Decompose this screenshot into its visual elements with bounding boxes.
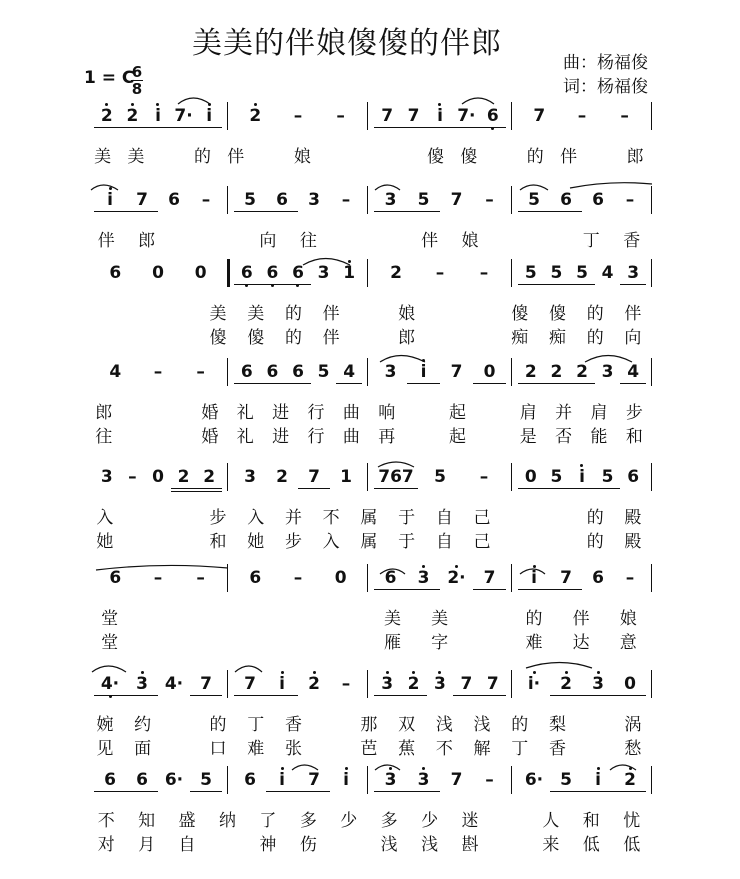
note: 5 <box>518 263 544 283</box>
note: 6 <box>234 263 260 283</box>
lyric-syllable: 婚 <box>201 403 219 423</box>
note: – <box>485 770 494 790</box>
lyric-syllable: 斟 <box>461 835 479 855</box>
lyric-syllable: 美 <box>247 304 265 324</box>
lyric-syllable: 和 <box>582 811 600 831</box>
time-signature-numerator: 6 <box>131 63 143 81</box>
note: i <box>569 467 595 487</box>
note: 6 <box>592 568 604 588</box>
lyric-syllable: 礼 <box>236 403 254 423</box>
lyric-syllable: 少 <box>421 811 439 831</box>
note: – <box>293 568 303 588</box>
lyric-syllable: 低 <box>623 835 641 855</box>
lyric-syllable: 否 <box>555 427 573 447</box>
lyric-syllable: 知 <box>138 811 156 831</box>
lyric-syllable: 自 <box>435 508 453 528</box>
note: i <box>266 770 298 790</box>
slur <box>585 356 632 363</box>
lyric-syllable: 傻 <box>426 147 444 167</box>
note: 6· <box>164 770 184 790</box>
lyric-syllable: 盛 <box>178 811 196 831</box>
lyric-syllable: 娘 <box>398 304 416 324</box>
lyric-syllable: 纳 <box>218 811 236 831</box>
lyric-syllable: 了 <box>259 811 277 831</box>
note: 5 <box>407 190 440 210</box>
lyric-syllable: 少 <box>340 811 358 831</box>
lyric-syllable: 解 <box>473 739 491 759</box>
slur <box>520 185 548 190</box>
note: 7 <box>450 190 463 210</box>
lyric-syllable: 并 <box>555 403 573 423</box>
slur <box>375 765 400 770</box>
lyric-syllable: 伴 <box>322 304 340 324</box>
lyric-syllable: 入 <box>247 508 265 528</box>
lyric-syllable: 字 <box>431 633 449 653</box>
note: 4 <box>620 362 646 382</box>
lyric-syllable: 美 <box>94 147 112 167</box>
note: 5 <box>190 770 222 790</box>
slur <box>378 462 414 467</box>
lyric-syllable: 入 <box>322 532 340 552</box>
note: 6 <box>126 770 158 790</box>
slur <box>380 356 425 363</box>
lyric-syllable: 梨 <box>548 715 566 735</box>
note: 7 <box>298 770 330 790</box>
lyric-syllable: 傻 <box>460 147 478 167</box>
lyric-syllable: 人 <box>542 811 560 831</box>
note: 5 <box>569 263 595 283</box>
note: i <box>330 770 362 790</box>
slur <box>380 569 405 574</box>
note: 2 <box>400 674 426 694</box>
lyric-syllable: 的 <box>284 304 302 324</box>
slur <box>178 98 210 104</box>
lyric-syllable: 香 <box>284 715 302 735</box>
note: 2 <box>390 263 402 283</box>
slur <box>303 259 350 266</box>
note: i <box>145 106 171 126</box>
lyric-syllable: 自 <box>435 532 453 552</box>
slur <box>92 666 126 672</box>
lyric-syllable: 伴 <box>560 147 578 167</box>
lyric-syllable: 郎 <box>626 147 644 167</box>
note: 6 <box>260 362 286 382</box>
lyric-syllable: 伴 <box>97 231 115 251</box>
lyric-syllable: 傻 <box>209 328 227 348</box>
note: 7 <box>126 190 158 210</box>
lyric-syllable: 难 <box>247 739 265 759</box>
note: 3 <box>244 467 256 487</box>
note: 2 <box>171 467 197 487</box>
lyric-syllable: 伴 <box>624 304 642 324</box>
note: 1 <box>340 467 352 487</box>
note: 767 <box>374 467 418 487</box>
note: 0 <box>194 263 207 283</box>
lyric-syllable: 往 <box>95 427 113 447</box>
note: – <box>479 263 489 283</box>
lyric-syllable: 的 <box>193 147 211 167</box>
lyric-syllable: 步 <box>209 508 227 528</box>
lyric-syllable: 起 <box>448 403 466 423</box>
lyric-syllable: 蕉 <box>398 739 416 759</box>
note: 2 <box>234 106 277 126</box>
note: i· <box>518 674 550 694</box>
slur <box>462 98 494 104</box>
lyric-syllable: 不 <box>97 811 115 831</box>
lyric-syllable: 浅 <box>435 715 453 735</box>
slur <box>375 185 400 190</box>
note: 4 <box>336 362 362 382</box>
lyric-syllable: 香 <box>623 231 641 251</box>
note: 7 <box>533 106 546 126</box>
note: 7 <box>550 568 582 588</box>
lyric-syllable: 神 <box>259 835 277 855</box>
lyric-syllable: 来 <box>542 835 560 855</box>
lyric-syllable: 己 <box>473 508 491 528</box>
lyric-syllable: 伤 <box>299 835 317 855</box>
note: i <box>582 770 614 790</box>
lyric-syllable: 浅 <box>421 835 439 855</box>
note: 3 <box>317 263 330 283</box>
lyric-syllable: 响 <box>378 403 396 423</box>
lyric-syllable: 的 <box>586 304 604 324</box>
note: – <box>196 568 205 588</box>
lyric-syllable: 约 <box>134 715 152 735</box>
note: 2 <box>544 362 570 382</box>
note: 4 <box>601 263 614 283</box>
lyric-syllable: 双 <box>398 715 416 735</box>
note: 5 <box>544 467 570 487</box>
note: 5 <box>234 190 266 210</box>
note: 0 <box>152 467 164 487</box>
lyric-syllable: 娘 <box>461 231 479 251</box>
lyric-syllable: 和 <box>209 532 227 552</box>
note: 6 <box>109 568 122 588</box>
note: 6 <box>94 770 126 790</box>
song-title: 美美的伴娘傻傻的伴郎 <box>192 26 502 61</box>
lyric-syllable: 多 <box>299 811 317 831</box>
lyric-syllable: 娘 <box>619 609 637 629</box>
note: 5 <box>595 467 621 487</box>
lyric-syllable: 的 <box>284 328 302 348</box>
lyric-syllable: 忧 <box>623 811 641 831</box>
note: 6 <box>168 190 180 210</box>
note: 3 <box>374 190 407 210</box>
tie <box>96 565 228 570</box>
note: 7 <box>234 674 266 694</box>
note: 0 <box>614 674 646 694</box>
note: – <box>479 467 489 487</box>
note: 0 <box>334 568 347 588</box>
lyric-syllable: 己 <box>473 532 491 552</box>
note: – <box>153 568 163 588</box>
lyric-syllable: 她 <box>96 532 114 552</box>
note: 7 <box>190 674 222 694</box>
note: 2 <box>196 467 222 487</box>
lyric-syllable: 郎 <box>398 328 416 348</box>
note: 4 <box>109 362 122 382</box>
lyric-syllable: 伴 <box>322 328 340 348</box>
note: 6 <box>266 190 298 210</box>
note: – <box>435 263 445 283</box>
note: – <box>153 362 163 382</box>
note: – <box>620 106 629 126</box>
note: 2 <box>94 106 120 126</box>
note: 7 <box>453 674 479 694</box>
lyric-syllable: 涡 <box>624 715 642 735</box>
lyric-syllable: 步 <box>284 532 302 552</box>
lyric-syllable: 的 <box>525 609 543 629</box>
lyric-syllable: 进 <box>272 403 290 423</box>
lyric-syllable: 殿 <box>624 532 642 552</box>
note: 3 <box>601 362 614 382</box>
note: 1 <box>336 263 362 283</box>
note: – <box>625 568 635 588</box>
lyric-syllable: 肩 <box>590 403 608 423</box>
lyric-syllable: 的 <box>586 328 604 348</box>
lyric-syllable: 美 <box>127 147 145 167</box>
lyric-syllable: 并 <box>284 508 302 528</box>
note: 6 <box>249 568 262 588</box>
note: 2 <box>120 106 146 126</box>
note: 7 <box>400 106 426 126</box>
lyricist-credit: 词：杨福俊 <box>563 77 648 97</box>
note: 7 <box>480 674 506 694</box>
lyric-syllable: 达 <box>572 633 590 653</box>
note: 3 <box>407 770 440 790</box>
note: 5 <box>518 190 550 210</box>
note: – <box>128 467 137 487</box>
note: 3 <box>582 674 614 694</box>
note: – <box>577 106 587 126</box>
slur <box>526 663 592 669</box>
note: 0 <box>152 263 164 283</box>
lyric-syllable: 美 <box>384 609 402 629</box>
note: 7· <box>171 106 197 126</box>
lyric-syllable: 傻 <box>548 304 566 324</box>
note: i <box>518 568 550 588</box>
lyric-syllable: 是 <box>519 427 537 447</box>
note: – <box>485 190 494 210</box>
lyric-syllable: 郎 <box>138 231 156 251</box>
lyric-syllable: 属 <box>360 532 378 552</box>
note: i <box>196 106 222 126</box>
note: 6 <box>480 106 506 126</box>
lyric-syllable: 的 <box>526 147 544 167</box>
note: 3 <box>620 263 646 283</box>
lyric-syllable: 行 <box>307 403 325 423</box>
note: 4· <box>94 674 126 694</box>
note: 6 <box>592 190 604 210</box>
lyric-syllable: 雁 <box>384 633 402 653</box>
key-signature: 1 = C <box>84 68 135 88</box>
lyric-syllable: 的 <box>586 508 604 528</box>
note: 3 <box>407 568 440 588</box>
note: 6 <box>285 362 311 382</box>
lyric-syllable: 殿 <box>624 508 642 528</box>
note: 6 <box>109 263 122 283</box>
note: 3 <box>126 674 158 694</box>
note: – <box>336 106 345 126</box>
lyric-syllable: 傻 <box>247 328 265 348</box>
lyric-syllable: 曲 <box>342 403 360 423</box>
lyric-syllable: 起 <box>448 427 466 447</box>
note: 2 <box>569 362 595 382</box>
lyric-syllable: 面 <box>134 739 152 759</box>
lyric-syllable: 迷 <box>461 811 479 831</box>
lyric-syllable: 入 <box>96 508 114 528</box>
lyric-syllable: 美 <box>431 609 449 629</box>
lyric-syllable: 浅 <box>380 835 398 855</box>
time-signature-denominator: 8 <box>131 80 143 98</box>
note: i <box>94 190 126 210</box>
note: 7· <box>453 106 479 126</box>
note: – <box>341 190 351 210</box>
lyric-syllable: 往 <box>299 231 317 251</box>
lyric-syllable: 能 <box>590 427 608 447</box>
lyric-syllable: 伴 <box>421 231 439 251</box>
slur <box>520 569 545 574</box>
note: 3 <box>384 362 397 382</box>
slur <box>235 666 262 672</box>
note: 5 <box>434 467 446 487</box>
lyric-syllable: 香 <box>548 739 566 759</box>
note: 2· <box>440 568 473 588</box>
lyric-syllable: 和 <box>625 427 643 447</box>
lyric-syllable: 愁 <box>624 739 642 759</box>
lyric-syllable: 对 <box>97 835 115 855</box>
note: – <box>196 362 205 382</box>
note: 6 <box>285 263 311 283</box>
lyric-syllable: 丁 <box>247 715 265 735</box>
lyric-syllable: 低 <box>582 835 600 855</box>
slur <box>292 765 318 770</box>
lyric-syllable: 堂 <box>101 609 119 629</box>
lyric-syllable: 不 <box>435 739 453 759</box>
note: i <box>407 362 440 382</box>
slur <box>610 765 636 770</box>
lyric-syllable: 痴 <box>511 328 529 348</box>
lyric-syllable: 于 <box>398 508 416 528</box>
lyric-syllable: 浅 <box>473 715 491 735</box>
note: 2 <box>518 362 544 382</box>
note: i <box>427 106 453 126</box>
lyric-syllable: 行 <box>307 427 325 447</box>
lyric-syllable: 的 <box>586 532 604 552</box>
lyric-syllable: 她 <box>247 532 265 552</box>
composer-credit: 曲：杨福俊 <box>563 53 648 73</box>
note: i <box>266 674 298 694</box>
note: 6 <box>374 568 407 588</box>
lyric-syllable: 意 <box>619 633 637 653</box>
lyric-syllable: 婚 <box>201 427 219 447</box>
lyric-syllable: 的 <box>511 715 529 735</box>
lyric-syllable: 步 <box>625 403 643 423</box>
note: – <box>625 190 635 210</box>
lyric-syllable: 傻 <box>511 304 529 324</box>
note: – <box>293 106 303 126</box>
lyric-syllable: 属 <box>360 508 378 528</box>
note: 7 <box>450 770 463 790</box>
note: 6 <box>260 263 286 283</box>
note: 2 <box>276 467 288 487</box>
lyric-syllable: 婉 <box>96 715 114 735</box>
note: 7 <box>374 106 400 126</box>
lyric-syllable: 芭 <box>360 739 378 759</box>
note: 7 <box>298 467 330 487</box>
lyric-syllable: 堂 <box>101 633 119 653</box>
lyric-syllable: 伴 <box>227 147 245 167</box>
lyric-syllable: 口 <box>209 739 227 759</box>
note: 6 <box>244 770 256 790</box>
note: 7 <box>450 362 463 382</box>
lyric-syllable: 肩 <box>519 403 537 423</box>
note: 6 <box>627 467 640 487</box>
note: 3 <box>374 674 400 694</box>
lyric-syllable: 丁 <box>582 231 600 251</box>
note: 2 <box>298 674 330 694</box>
lyric-syllable: 多 <box>380 811 398 831</box>
note: 6· <box>524 770 544 790</box>
lyric-syllable: 伴 <box>572 609 590 629</box>
note: 3 <box>308 190 320 210</box>
lyric-syllable: 进 <box>272 427 290 447</box>
lyric-syllable: 向 <box>259 231 277 251</box>
note: 5 <box>550 770 582 790</box>
note: 5 <box>317 362 330 382</box>
tie <box>570 183 652 188</box>
lyric-syllable: 曲 <box>342 427 360 447</box>
lyric-syllable: 自 <box>178 835 196 855</box>
note: 2 <box>614 770 646 790</box>
lyric-syllable: 美 <box>209 304 227 324</box>
lyric-syllable: 的 <box>209 715 227 735</box>
lyric-syllable: 礼 <box>236 427 254 447</box>
note: – <box>201 190 211 210</box>
lyric-syllable: 不 <box>322 508 340 528</box>
lyric-syllable: 见 <box>96 739 114 759</box>
lyric-syllable: 痴 <box>548 328 566 348</box>
lyric-syllable: 于 <box>398 532 416 552</box>
lyric-syllable: 那 <box>360 715 378 735</box>
note: 4· <box>164 674 184 694</box>
note: 2 <box>550 674 582 694</box>
note: 3 <box>374 770 407 790</box>
note: 5 <box>544 263 570 283</box>
lyric-syllable: 娘 <box>293 147 311 167</box>
lyric-syllable: 丁 <box>511 739 529 759</box>
note: 3 <box>427 674 453 694</box>
slur <box>91 185 118 190</box>
note: 0 <box>473 362 506 382</box>
lyric-syllable: 难 <box>525 633 543 653</box>
lyric-syllable: 再 <box>378 427 396 447</box>
lyric-syllable: 郎 <box>95 403 113 423</box>
lyric-syllable: 张 <box>284 739 302 759</box>
note: 0 <box>518 467 544 487</box>
note: 6 <box>234 362 260 382</box>
note: 3 <box>100 467 113 487</box>
note: 7 <box>473 568 506 588</box>
note: – <box>341 674 351 694</box>
lyric-syllable: 向 <box>624 328 642 348</box>
lyric-syllable: 月 <box>138 835 156 855</box>
note: 6 <box>550 190 582 210</box>
